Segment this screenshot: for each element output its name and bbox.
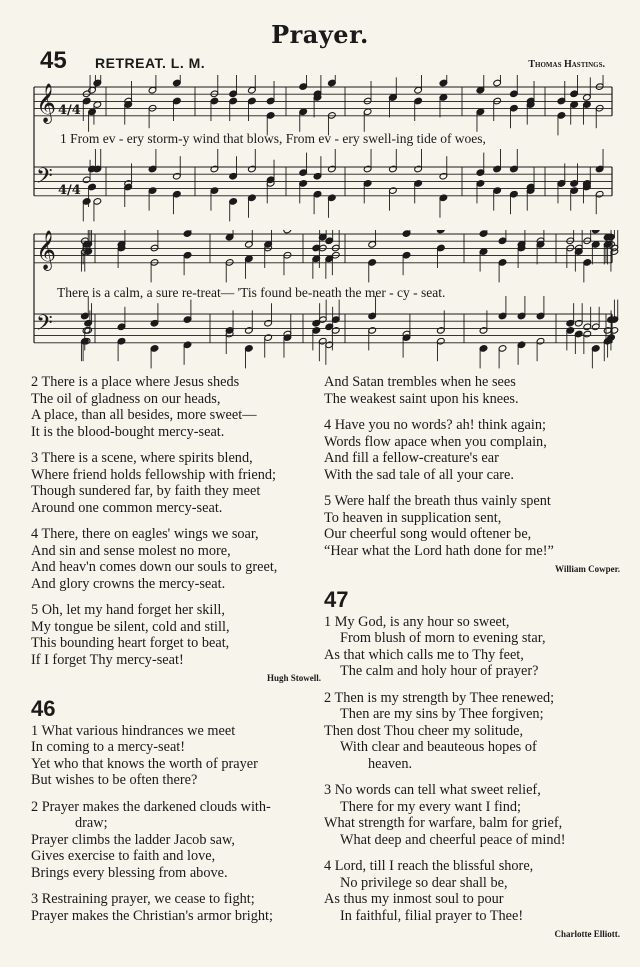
stanza-gap xyxy=(31,592,321,602)
verse-line: 3 There is a scene, where spirits blend, xyxy=(31,450,253,466)
verse-line: In faithful, filial prayer to Thee! xyxy=(340,907,524,924)
stanza-gap xyxy=(31,516,321,526)
verse-line: To heaven in supplication sent, xyxy=(324,509,502,526)
verse-line: But wishes to be often there? xyxy=(31,772,198,788)
verse-line: 1 What various hindrances we meet xyxy=(31,722,236,739)
verse-line: “Hear what the Lord hath done for me!” xyxy=(324,542,554,559)
treble-clef: 𝄞 xyxy=(36,83,57,123)
author-credit: William Cowper. xyxy=(554,564,620,574)
author-credit: Hugh Stowell. xyxy=(266,673,321,683)
verse-line: 5 Oh, let my hand forget her skill, xyxy=(31,602,225,618)
verse-line: The oil of gladness on our heads, xyxy=(31,390,221,407)
hymn-number: 47 xyxy=(324,586,349,612)
stanza-gap xyxy=(324,680,620,690)
verse-line: And fill a fellow-creature's ear xyxy=(324,450,499,466)
verse-line: No privilege so dear shall be, xyxy=(340,874,508,891)
lyric-line-2: There is a calm, a sure re-treat— 'Tis found be-neath the mer - cy - seat. xyxy=(57,285,446,300)
stanza-gap xyxy=(324,483,620,493)
verse-line: What deep and cheerful peace of mind! xyxy=(340,831,566,848)
treble-clef: 𝄞 xyxy=(36,230,57,270)
note-head xyxy=(591,230,600,234)
verse-line: The weakest saint upon his knees. xyxy=(324,390,519,407)
music-system-2 xyxy=(0,230,640,375)
note-head xyxy=(283,230,292,234)
bass-clef: 𝄢 xyxy=(36,164,53,194)
verse-line: Gives exercise to faith and love, xyxy=(31,848,216,864)
verse-line: 5 Were half the breath thus vainly spent xyxy=(324,493,551,509)
note-head xyxy=(437,230,446,234)
time-signature: 4/4 xyxy=(58,103,81,118)
verse-line: 4 There, there on eagles' wings we soar, xyxy=(31,526,259,542)
verse-line: 3 No words can tell what sweet relief, xyxy=(324,782,541,798)
stanza-gap xyxy=(31,881,321,891)
stanza-gap xyxy=(31,789,321,799)
verse-line: If I forget Thy mercy-seat! xyxy=(31,651,184,668)
composer-credit: Thomas Hastings. xyxy=(528,59,605,70)
verse-line: In coming to a mercy-seat! xyxy=(31,739,186,755)
verse-line: And sin and sense molest no more, xyxy=(31,542,231,559)
stanza-gap xyxy=(324,772,620,782)
hymn-header xyxy=(40,47,605,73)
verse-line: As that which calls me to Thy feet, xyxy=(324,646,524,663)
verse-line: 4 Have you no words? ah! think again; xyxy=(324,417,546,433)
verse-line: Where friend holds fellowship with friend; xyxy=(31,466,276,483)
verse-line: 2 Then is my strength by Thee renewed; xyxy=(324,689,555,706)
stanza-gap xyxy=(31,440,321,450)
author-credit: Charlotte Elliott. xyxy=(554,929,620,939)
verse-line: Yet who that knows the worth of prayer xyxy=(31,755,258,772)
verse-line: Around one common mercy-seat. xyxy=(31,499,223,516)
verse-line: Though sundered far, by faith they meet xyxy=(31,483,261,499)
right-column xyxy=(324,374,620,943)
verse-line: 3 Restraining prayer, we cease to fight; xyxy=(31,891,255,907)
verse-line: And glory crowns the mercy-seat. xyxy=(31,575,226,592)
verse-line: With the sad tale of all your care. xyxy=(324,466,514,483)
verse-line: And Satan trembles when he sees xyxy=(324,374,516,390)
left-column xyxy=(31,374,321,924)
verse-line: A place, than all besides, more sweet— xyxy=(31,407,257,423)
verse-line: 2 Prayer makes the darkened clouds with- xyxy=(31,798,271,815)
stanza-gap xyxy=(324,407,620,417)
lyric-line-1: 1 From ev - ery storm-y wind that blows, From ev - ery swell-ing tide of woes, xyxy=(60,131,486,146)
verse-line: My tongue be silent, cold and still, xyxy=(31,618,230,635)
verse-line: Prayer makes the Christian's armor bright; xyxy=(31,907,273,924)
verse-line: Words flow apace when you complain, xyxy=(324,433,547,450)
verse-line: This bounding heart forget to beat, xyxy=(31,635,230,651)
hymn-number: 46 xyxy=(31,695,56,721)
verse-line: The calm and holy hour of prayer? xyxy=(340,663,539,679)
time-signature: 4/4 xyxy=(58,183,81,198)
verse-line: From blush of morn to evening star, xyxy=(340,630,546,646)
verse-line: Brings every blessing from above. xyxy=(31,864,228,881)
verse-line: 4 Lord, till I reach the blissful shore, xyxy=(324,858,534,874)
page-title: Prayer. xyxy=(271,20,369,49)
verse-line: It is the blood-bought mercy-seat. xyxy=(31,423,225,440)
verse-line: 1 My God, is any hour so sweet, xyxy=(324,613,510,630)
verse-line: What strength for warfare, balm for grief, xyxy=(324,815,563,831)
verse-line: As thus my inmost soul to pour xyxy=(324,891,504,907)
verse-line: And heav'n comes down our souls to greet, xyxy=(31,559,278,575)
hymn-number: 45 xyxy=(40,47,67,74)
verse-line: heaven. xyxy=(368,755,413,772)
verse-line: Our cheerful song would oftener be, xyxy=(324,526,532,542)
verse-line: Prayer climbs the ladder Jacob saw, xyxy=(31,831,235,848)
bass-clef: 𝄢 xyxy=(36,311,53,341)
verse-line: draw; xyxy=(75,815,108,831)
verse-line: Then are my sins by Thee forgiven; xyxy=(340,706,544,722)
tune-name: RETREAT. L. M. xyxy=(95,55,206,71)
verse-line: With clear and beauteous hopes of xyxy=(340,739,537,755)
verse-line: There for my every want I find; xyxy=(340,798,522,815)
verse-line: 2 There is a place where Jesus sheds xyxy=(31,374,240,390)
stanza-gap xyxy=(324,848,620,858)
verse-line: Then dost Thou cheer my solitude, xyxy=(324,722,524,739)
